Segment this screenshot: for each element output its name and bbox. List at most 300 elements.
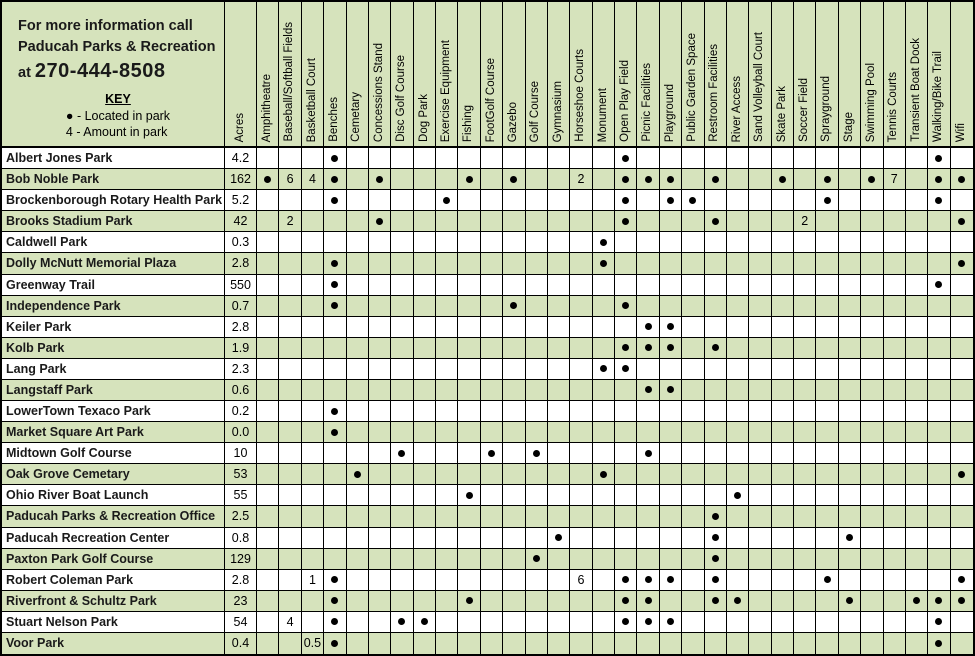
column-header-label: Benches — [328, 97, 341, 142]
cell-keiler-park-gazebo — [503, 317, 525, 338]
cell-brooks-stadium-park-swimming-pool — [861, 211, 883, 232]
cell-lowertown-texaco-park-river-access — [727, 401, 749, 422]
cell-oak-grove-cemetary-basketball-court — [302, 464, 324, 485]
cell-greenway-trail-concessions-stand — [369, 275, 391, 296]
cell-oak-grove-cemetary-walking-bike-trail — [928, 464, 950, 485]
cell-voor-park-concessions-stand — [369, 633, 391, 654]
cell-paducah-recreation-center-benches — [324, 528, 346, 549]
cell-paducah-parks-recreation-office-wifi — [951, 506, 973, 527]
cell-bob-noble-park-benches — [324, 169, 346, 190]
cell-voor-park-horseshoe-courts — [570, 633, 592, 654]
cell-albert-jones-park-restroom-facilities — [705, 148, 727, 169]
cell-brooks-stadium-park-playground — [660, 211, 682, 232]
located-in-park-dot — [958, 260, 965, 267]
located-in-park-dot — [734, 492, 741, 499]
cell-kolb-park-concessions-stand — [369, 338, 391, 359]
park-name-caldwell-park: Caldwell Park — [2, 232, 225, 253]
cell-dolly-mcnutt-memorial-plaza-exercise-equipment — [436, 253, 458, 274]
cell-caldwell-park-golf-course — [526, 232, 548, 253]
cell-riverfront-schultz-park-skate-park — [772, 591, 794, 612]
cell-robert-coleman-park-gymnasium — [548, 570, 570, 591]
located-in-park-dot — [622, 576, 629, 583]
cell-lowertown-texaco-park-gazebo — [503, 401, 525, 422]
column-header-label: Gazebo — [507, 101, 520, 142]
cell-paxton-park-golf-course-stage — [839, 549, 861, 570]
cell-langstaff-park-swimming-pool — [861, 380, 883, 401]
cell-independence-park-benches — [324, 296, 346, 317]
cell-midtown-golf-course-soccer-field — [794, 443, 816, 464]
located-in-park-dot — [712, 176, 719, 183]
cell-paducah-recreation-center-dog-park — [414, 528, 436, 549]
cell-midtown-golf-course-swimming-pool — [861, 443, 883, 464]
column-header-walking-bike-trail — [928, 2, 950, 148]
cell-paxton-park-golf-course-dog-park — [414, 549, 436, 570]
cell-robert-coleman-park-fishing — [458, 570, 480, 591]
cell-riverfront-schultz-park-dog-park — [414, 591, 436, 612]
located-in-park-dot — [712, 344, 719, 351]
cell-brockenborough-rotary-health-park-cemetary — [347, 190, 369, 211]
park-name-dolly-mcnutt-memorial-plaza: Dolly McNutt Memorial Plaza — [2, 253, 225, 274]
cell-paducah-parks-recreation-office-golf-course — [526, 506, 548, 527]
cell-stuart-nelson-park-gymnasium — [548, 612, 570, 633]
cell-lang-park-disc-golf-course — [391, 359, 413, 380]
cell-paxton-park-golf-course-fishing — [458, 549, 480, 570]
cell-brooks-stadium-park-exercise-equipment — [436, 211, 458, 232]
column-header-label: Baseball/Softball Fields — [283, 22, 296, 142]
cell-independence-park-sprayground — [816, 296, 838, 317]
cell-independence-park-stage — [839, 296, 861, 317]
cell-riverfront-schultz-park-horseshoe-courts — [570, 591, 592, 612]
acres-value-brooks-stadium-park: 42 — [225, 211, 257, 232]
cell-brooks-stadium-park-footgolf-course — [481, 211, 503, 232]
cell-langstaff-park-sand-volleyball-court — [749, 380, 771, 401]
cell-langstaff-park-sprayground — [816, 380, 838, 401]
cell-midtown-golf-course-tennis-courts — [884, 443, 906, 464]
located-in-park-dot — [622, 597, 629, 604]
cell-stuart-nelson-park-footgolf-course — [481, 612, 503, 633]
cell-oak-grove-cemetary-gazebo — [503, 464, 525, 485]
cell-ohio-river-boat-launch-walking-bike-trail — [928, 485, 950, 506]
cell-bob-noble-park-sand-volleyball-court — [749, 169, 771, 190]
located-in-park-dot — [331, 155, 338, 162]
cell-brockenborough-rotary-health-park-river-access — [727, 190, 749, 211]
cell-robert-coleman-park-baseball-softball-fields — [279, 570, 301, 591]
cell-caldwell-park-sand-volleyball-court — [749, 232, 771, 253]
cell-lowertown-texaco-park-sand-volleyball-court — [749, 401, 771, 422]
column-header-cemetary — [347, 2, 369, 148]
cell-paducah-parks-recreation-office-concessions-stand — [369, 506, 391, 527]
cell-kolb-park-restroom-facilities — [705, 338, 727, 359]
column-header-concessions-stand — [369, 2, 391, 148]
cell-keiler-park-sprayground — [816, 317, 838, 338]
cell-stuart-nelson-park-sand-volleyball-court — [749, 612, 771, 633]
cell-paducah-parks-recreation-office-baseball-softball-fields — [279, 506, 301, 527]
cell-lowertown-texaco-park-amphitheatre — [257, 401, 279, 422]
cell-riverfront-schultz-park-cemetary — [347, 591, 369, 612]
cell-stuart-nelson-park-skate-park — [772, 612, 794, 633]
cell-riverfront-schultz-park-baseball-softball-fields — [279, 591, 301, 612]
cell-independence-park-skate-park — [772, 296, 794, 317]
cell-albert-jones-park-footgolf-course — [481, 148, 503, 169]
cell-paducah-recreation-center-playground — [660, 528, 682, 549]
located-in-park-dot — [712, 597, 719, 604]
cell-ohio-river-boat-launch-picnic-facilities — [637, 485, 659, 506]
located-in-park-dot — [824, 576, 831, 583]
park-name-keiler-park: Keiler Park — [2, 317, 225, 338]
cell-keiler-park-gymnasium — [548, 317, 570, 338]
cell-oak-grove-cemetary-concessions-stand — [369, 464, 391, 485]
cell-riverfront-schultz-park-golf-course — [526, 591, 548, 612]
cell-greenway-trail-baseball-softball-fields — [279, 275, 301, 296]
cell-market-square-art-park-river-access — [727, 422, 749, 443]
park-name-riverfront-schultz-park: Riverfront & Schultz Park — [2, 591, 225, 612]
column-header-gymnasium — [548, 2, 570, 148]
cell-kolb-park-basketball-court — [302, 338, 324, 359]
located-in-park-dot — [846, 534, 853, 541]
cell-paducah-recreation-center-basketball-court — [302, 528, 324, 549]
cell-greenway-trail-playground — [660, 275, 682, 296]
cell-brockenborough-rotary-health-park-playground — [660, 190, 682, 211]
cell-brockenborough-rotary-health-park-wifi — [951, 190, 973, 211]
cell-lowertown-texaco-park-transient-boat-dock — [906, 401, 928, 422]
cell-midtown-golf-course-restroom-facilities — [705, 443, 727, 464]
located-in-park-dot — [913, 597, 920, 604]
cell-voor-park-wifi — [951, 633, 973, 654]
cell-paducah-recreation-center-fishing — [458, 528, 480, 549]
cell-bob-noble-park-transient-boat-dock — [906, 169, 928, 190]
cell-caldwell-park-soccer-field — [794, 232, 816, 253]
located-in-park-dot — [667, 386, 674, 393]
located-in-park-dot — [264, 176, 271, 183]
cell-greenway-trail-fishing — [458, 275, 480, 296]
cell-kolb-park-picnic-facilities — [637, 338, 659, 359]
cell-bob-noble-park-exercise-equipment — [436, 169, 458, 190]
cell-voor-park-basketball-court: 0.5 — [302, 633, 324, 654]
cell-greenway-trail-sprayground — [816, 275, 838, 296]
cell-market-square-art-park-baseball-softball-fields — [279, 422, 301, 443]
cell-independence-park-wifi — [951, 296, 973, 317]
column-header-gazebo — [503, 2, 525, 148]
key-item-amount: 4 - Amount in park — [65, 125, 168, 139]
cell-bob-noble-park-amphitheatre — [257, 169, 279, 190]
cell-albert-jones-park-exercise-equipment — [436, 148, 458, 169]
park-name-greenway-trail: Greenway Trail — [2, 275, 225, 296]
cell-greenway-trail-dog-park — [414, 275, 436, 296]
cell-stuart-nelson-park-river-access — [727, 612, 749, 633]
column-header-swimming-pool — [861, 2, 883, 148]
cell-voor-park-stage — [839, 633, 861, 654]
cell-keiler-park-benches — [324, 317, 346, 338]
cell-market-square-art-park-concessions-stand — [369, 422, 391, 443]
cell-dolly-mcnutt-memorial-plaza-disc-golf-course — [391, 253, 413, 274]
cell-paxton-park-golf-course-tennis-courts — [884, 549, 906, 570]
cell-brockenborough-rotary-health-park-stage — [839, 190, 861, 211]
cell-brockenborough-rotary-health-park-basketball-court — [302, 190, 324, 211]
cell-dolly-mcnutt-memorial-plaza-open-play-field — [615, 253, 637, 274]
cell-robert-coleman-park-exercise-equipment — [436, 570, 458, 591]
cell-ohio-river-boat-launch-public-garden-space — [682, 485, 704, 506]
located-in-park-dot — [667, 197, 674, 204]
cell-bob-noble-park-stage — [839, 169, 861, 190]
column-header-sand-volleyball-court — [749, 2, 771, 148]
cell-bob-noble-park-walking-bike-trail — [928, 169, 950, 190]
cell-independence-park-transient-boat-dock — [906, 296, 928, 317]
cell-keiler-park-soccer-field — [794, 317, 816, 338]
cell-bob-noble-park-playground — [660, 169, 682, 190]
cell-lowertown-texaco-park-skate-park — [772, 401, 794, 422]
cell-lang-park-wifi — [951, 359, 973, 380]
column-header-label: Public Garden Space — [686, 33, 699, 142]
located-in-park-dot — [331, 302, 338, 309]
cell-brooks-stadium-park-wifi — [951, 211, 973, 232]
cell-oak-grove-cemetary-cemetary — [347, 464, 369, 485]
located-in-park-dot — [645, 344, 652, 351]
cell-lowertown-texaco-park-playground — [660, 401, 682, 422]
acres-value-lang-park: 2.3 — [225, 359, 257, 380]
cell-keiler-park-picnic-facilities — [637, 317, 659, 338]
cell-paxton-park-golf-course-cemetary — [347, 549, 369, 570]
cell-langstaff-park-public-garden-space — [682, 380, 704, 401]
cell-greenway-trail-monument — [593, 275, 615, 296]
cell-paducah-recreation-center-skate-park — [772, 528, 794, 549]
cell-midtown-golf-course-transient-boat-dock — [906, 443, 928, 464]
located-in-park-dot — [734, 597, 741, 604]
cell-midtown-golf-course-benches — [324, 443, 346, 464]
cell-kolb-park-sprayground — [816, 338, 838, 359]
cell-dolly-mcnutt-memorial-plaza-wifi — [951, 253, 973, 274]
cell-lowertown-texaco-park-disc-golf-course — [391, 401, 413, 422]
cell-voor-park-amphitheatre — [257, 633, 279, 654]
cell-market-square-art-park-fishing — [458, 422, 480, 443]
cell-ohio-river-boat-launch-river-access — [727, 485, 749, 506]
cell-brooks-stadium-park-amphitheatre — [257, 211, 279, 232]
cell-oak-grove-cemetary-gymnasium — [548, 464, 570, 485]
acres-value-albert-jones-park: 4.2 — [225, 148, 257, 169]
cell-langstaff-park-exercise-equipment — [436, 380, 458, 401]
cell-market-square-art-park-monument — [593, 422, 615, 443]
park-name-stuart-nelson-park: Stuart Nelson Park — [2, 612, 225, 633]
cell-midtown-golf-course-amphitheatre — [257, 443, 279, 464]
cell-greenway-trail-golf-course — [526, 275, 548, 296]
cell-albert-jones-park-river-access — [727, 148, 749, 169]
cell-greenway-trail-open-play-field — [615, 275, 637, 296]
cell-oak-grove-cemetary-picnic-facilities — [637, 464, 659, 485]
cell-albert-jones-park-picnic-facilities — [637, 148, 659, 169]
cell-bob-noble-park-gazebo — [503, 169, 525, 190]
cell-robert-coleman-park-concessions-stand — [369, 570, 391, 591]
cell-paxton-park-golf-course-restroom-facilities — [705, 549, 727, 570]
column-header-label: Sprayground — [820, 76, 833, 142]
column-header-fishing — [458, 2, 480, 148]
cell-stuart-nelson-park-gazebo — [503, 612, 525, 633]
cell-brooks-stadium-park-horseshoe-courts — [570, 211, 592, 232]
cell-stuart-nelson-park-playground — [660, 612, 682, 633]
cell-independence-park-baseball-softball-fields — [279, 296, 301, 317]
cell-keiler-park-monument — [593, 317, 615, 338]
cell-albert-jones-park-skate-park — [772, 148, 794, 169]
located-in-park-dot — [935, 176, 942, 183]
cell-bob-noble-park-soccer-field — [794, 169, 816, 190]
cell-riverfront-schultz-park-monument — [593, 591, 615, 612]
column-header-basketball-court — [302, 2, 324, 148]
cell-keiler-park-basketball-court — [302, 317, 324, 338]
cell-voor-park-gazebo — [503, 633, 525, 654]
cell-langstaff-park-restroom-facilities — [705, 380, 727, 401]
cell-voor-park-picnic-facilities — [637, 633, 659, 654]
park-name-paducah-parks-recreation-office: Paducah Parks & Recreation Office — [2, 506, 225, 527]
cell-independence-park-open-play-field — [615, 296, 637, 317]
cell-kolb-park-tennis-courts — [884, 338, 906, 359]
cell-ohio-river-boat-launch-footgolf-course — [481, 485, 503, 506]
cell-bob-noble-park-wifi — [951, 169, 973, 190]
cell-keiler-park-exercise-equipment — [436, 317, 458, 338]
cell-kolb-park-cemetary — [347, 338, 369, 359]
phone-line — [18, 58, 218, 86]
cell-paducah-parks-recreation-office-dog-park — [414, 506, 436, 527]
located-in-park-dot — [622, 365, 629, 372]
cell-dolly-mcnutt-memorial-plaza-public-garden-space — [682, 253, 704, 274]
cell-paxton-park-golf-course-monument — [593, 549, 615, 570]
cell-caldwell-park-disc-golf-course — [391, 232, 413, 253]
cell-midtown-golf-course-playground — [660, 443, 682, 464]
located-in-park-dot — [824, 176, 831, 183]
located-in-park-dot — [555, 534, 562, 541]
located-in-park-dot — [622, 344, 629, 351]
column-header-label: Soccer Field — [797, 78, 810, 142]
cell-market-square-art-park-stage — [839, 422, 861, 443]
cell-voor-park-playground — [660, 633, 682, 654]
cell-independence-park-dog-park — [414, 296, 436, 317]
cell-robert-coleman-park-benches — [324, 570, 346, 591]
acres-value-paducah-parks-recreation-office: 2.5 — [225, 506, 257, 527]
cell-lowertown-texaco-park-golf-course — [526, 401, 548, 422]
cell-greenway-trail-tennis-courts — [884, 275, 906, 296]
cell-paducah-parks-recreation-office-walking-bike-trail — [928, 506, 950, 527]
cell-oak-grove-cemetary-amphitheatre — [257, 464, 279, 485]
cell-brockenborough-rotary-health-park-gazebo — [503, 190, 525, 211]
cell-independence-park-monument — [593, 296, 615, 317]
cell-lang-park-picnic-facilities — [637, 359, 659, 380]
cell-riverfront-schultz-park-stage — [839, 591, 861, 612]
cell-riverfront-schultz-park-amphitheatre — [257, 591, 279, 612]
cell-lowertown-texaco-park-basketball-court — [302, 401, 324, 422]
cell-caldwell-park-skate-park — [772, 232, 794, 253]
located-in-park-dot — [398, 618, 405, 625]
cell-oak-grove-cemetary-stage — [839, 464, 861, 485]
cell-stuart-nelson-park-exercise-equipment — [436, 612, 458, 633]
column-header-label: Fishing — [462, 104, 475, 142]
cell-dolly-mcnutt-memorial-plaza-stage — [839, 253, 861, 274]
cell-albert-jones-park-horseshoe-courts — [570, 148, 592, 169]
cell-caldwell-park-footgolf-course — [481, 232, 503, 253]
cell-riverfront-schultz-park-exercise-equipment — [436, 591, 458, 612]
cell-riverfront-schultz-park-soccer-field — [794, 591, 816, 612]
cell-albert-jones-park-cemetary — [347, 148, 369, 169]
cell-lang-park-footgolf-course — [481, 359, 503, 380]
column-header-horseshoe-courts — [570, 2, 592, 148]
located-in-park-dot — [533, 555, 540, 562]
cell-independence-park-restroom-facilities — [705, 296, 727, 317]
cell-ohio-river-boat-launch-open-play-field — [615, 485, 637, 506]
cell-brooks-stadium-park-benches — [324, 211, 346, 232]
info-box — [2, 2, 225, 148]
cell-lang-park-gazebo — [503, 359, 525, 380]
cell-stuart-nelson-park-amphitheatre — [257, 612, 279, 633]
column-header-skate-park — [772, 2, 794, 148]
park-name-robert-coleman-park: Robert Coleman Park — [2, 570, 225, 591]
located-in-park-dot — [958, 471, 965, 478]
cell-midtown-golf-course-exercise-equipment — [436, 443, 458, 464]
cell-lowertown-texaco-park-sprayground — [816, 401, 838, 422]
cell-paxton-park-golf-course-gazebo — [503, 549, 525, 570]
located-in-park-dot — [331, 618, 338, 625]
cell-greenway-trail-transient-boat-dock — [906, 275, 928, 296]
park-name-albert-jones-park: Albert Jones Park — [2, 148, 225, 169]
cell-langstaff-park-stage — [839, 380, 861, 401]
cell-ohio-river-boat-launch-disc-golf-course — [391, 485, 413, 506]
cell-langstaff-park-skate-park — [772, 380, 794, 401]
column-header-label: Horseshoe Courts — [574, 49, 587, 142]
located-in-park-dot — [667, 618, 674, 625]
cell-voor-park-baseball-softball-fields — [279, 633, 301, 654]
column-header-label: Disc Golf Course — [395, 55, 408, 142]
cell-kolb-park-baseball-softball-fields — [279, 338, 301, 359]
cell-bob-noble-park-horseshoe-courts: 2 — [570, 169, 592, 190]
cell-lowertown-texaco-park-fishing — [458, 401, 480, 422]
cell-voor-park-footgolf-course — [481, 633, 503, 654]
column-header-baseball-softball-fields — [279, 2, 301, 148]
cell-midtown-golf-course-horseshoe-courts — [570, 443, 592, 464]
cell-riverfront-schultz-park-swimming-pool — [861, 591, 883, 612]
cell-paducah-parks-recreation-office-monument — [593, 506, 615, 527]
located-in-park-dot — [667, 576, 674, 583]
cell-kolb-park-open-play-field — [615, 338, 637, 359]
cell-robert-coleman-park-transient-boat-dock — [906, 570, 928, 591]
cell-stuart-nelson-park-open-play-field — [615, 612, 637, 633]
cell-lowertown-texaco-park-horseshoe-courts — [570, 401, 592, 422]
cell-albert-jones-park-soccer-field — [794, 148, 816, 169]
column-header-benches — [324, 2, 346, 148]
cell-oak-grove-cemetary-open-play-field — [615, 464, 637, 485]
column-header-label: Picnic Facilities — [641, 63, 654, 142]
cell-voor-park-monument — [593, 633, 615, 654]
cell-market-square-art-park-playground — [660, 422, 682, 443]
cell-midtown-golf-course-footgolf-course — [481, 443, 503, 464]
cell-robert-coleman-park-horseshoe-courts: 6 — [570, 570, 592, 591]
phone-number: 270-444-8508 — [34, 60, 166, 82]
cell-midtown-golf-course-picnic-facilities — [637, 443, 659, 464]
cell-voor-park-disc-golf-course — [391, 633, 413, 654]
cell-ohio-river-boat-launch-dog-park — [414, 485, 436, 506]
cell-brockenborough-rotary-health-park-baseball-softball-fields — [279, 190, 301, 211]
cell-caldwell-park-walking-bike-trail — [928, 232, 950, 253]
cell-market-square-art-park-picnic-facilities — [637, 422, 659, 443]
column-header-transient-boat-dock — [906, 2, 928, 148]
cell-stuart-nelson-park-fishing — [458, 612, 480, 633]
cell-paxton-park-golf-course-baseball-softball-fields — [279, 549, 301, 570]
located-in-park-dot — [935, 197, 942, 204]
cell-bob-noble-park-swimming-pool — [861, 169, 883, 190]
cell-oak-grove-cemetary-river-access — [727, 464, 749, 485]
cell-lang-park-open-play-field — [615, 359, 637, 380]
cell-lang-park-tennis-courts — [884, 359, 906, 380]
cell-ohio-river-boat-launch-sprayground — [816, 485, 838, 506]
cell-robert-coleman-park-river-access — [727, 570, 749, 591]
cell-oak-grove-cemetary-swimming-pool — [861, 464, 883, 485]
cell-brooks-stadium-park-monument — [593, 211, 615, 232]
located-in-park-dot — [466, 492, 473, 499]
cell-kolb-park-sand-volleyball-court — [749, 338, 771, 359]
